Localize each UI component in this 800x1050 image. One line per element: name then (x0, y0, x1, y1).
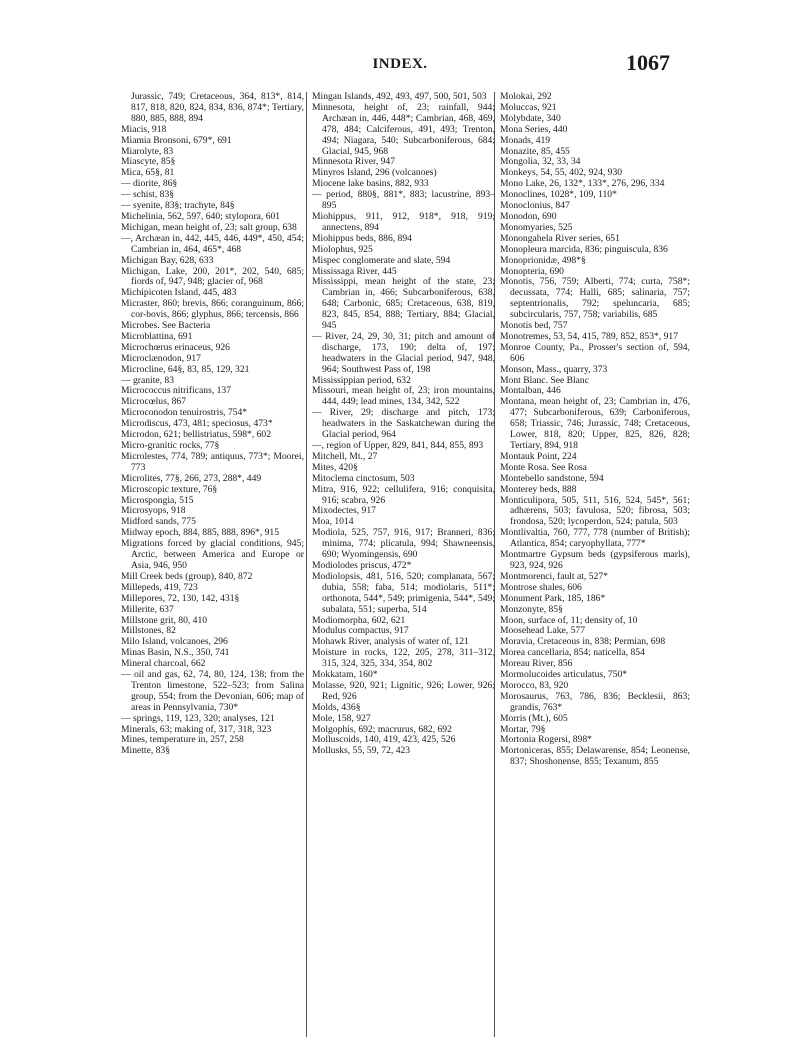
index-entry: Minas Basin, N.S., 350, 741 (121, 647, 230, 659)
index-entry: Microdiscus, 473, 481; speciosus, 473* (121, 418, 273, 430)
index-entry: Montalban, 446 (500, 385, 561, 397)
index-entry: —, Archæan in, 442, 445, 446, 449*, 450, 454; Cambrian in, 464, 465*, 468 (121, 232, 304, 255)
index-entry: Mokkatam, 160* (312, 669, 378, 681)
index-entry: Monticulipora, 505, 511, 516, 524, 545*, 561; adhærens, 503; favulosa, 520; fibrosa, 503; frondosa, 520; lycoperdon, 524; patula, 503 (500, 494, 690, 528)
index-entry: Microbes. See Bacteria (121, 320, 211, 332)
index-entry: Millepores, 72, 130, 142, 431§ (121, 592, 240, 604)
index-entry: Missouri, mean height of, 23; iron mountains, 444, 449; lead mines, 134, 342, 522 (312, 385, 495, 408)
index-entry: Microlestes, 774, 789; antiquus, 773*; Moorei, 773 (121, 450, 304, 473)
index-entry: Millstones, 82 (121, 625, 176, 637)
index-entry: Mississippi, mean height of the state, 23; Cambrian in, 466; Subcarboniferous, 638, 648; Carbonic, 685; Cretaceous, 638, 819, 823, 845, 854, 888; Tertiary, 884; Glacial, 945 (312, 276, 495, 332)
index-entry: Monongahela River series, 651 (500, 232, 620, 244)
index-entry: Microlites, 77§, 266, 273, 288*, 449 (121, 472, 262, 484)
index-entry: Micraster, 860; brevis, 866; coranguinum, 866; cor-bovis, 866; glyphus, 866; tercensis, 866 (121, 298, 304, 321)
index-entry: Microcœlus, 867 (121, 396, 187, 408)
index-entry: Minyros Island, 296 (volcanoes) (312, 167, 437, 179)
index-entry: Morris (Mt.), 605 (500, 712, 568, 724)
index-entry: Mongolia, 32, 33, 34 (500, 156, 581, 168)
index-entry: — oil and gas, 62, 74, 80, 124, 138; from the Trenton limestone, 522–523; from Salina group, 554; from the Devonian, 606; map of areas in Pennsylvania, 730* (121, 669, 304, 713)
index-entry: Monoprionidæ, 498*§ (500, 254, 586, 266)
index-entry: — syenite, 83§; trachyte, 84§ (121, 200, 235, 212)
index-entry: Millepeds, 419, 723 (121, 581, 198, 593)
index-entry: Montlivaltia, 760, 777, 778 (number of British); Atlantica, 854; caryophyllata, 777* (500, 527, 690, 550)
index-column-1 (121, 92, 304, 1037)
index-entry: Midford sands, 775 (121, 516, 196, 528)
index-entry: Microcline, 64§, 83, 85, 129, 321 (121, 363, 250, 375)
index-entry: Modiola, 525, 757, 916, 917; Branneri, 836; minima, 774; plicatula, 994; Shawneensis, 690; Wyomingensis, 690 (312, 527, 495, 561)
index-entry: Mica, 65§, 81 (121, 167, 175, 179)
index-entry: Modulus compactus, 917 (312, 625, 409, 637)
index-entry: Mortoniceras, 855; Delawarense, 854; Leonense, 837; Shoshonense, 855; Texanum, 855 (500, 745, 690, 768)
index-entry: Mortar, 79§ (500, 723, 546, 735)
index-entry: Montebello sandstone, 594 (500, 472, 604, 484)
index-entry: — granite, 83 (121, 374, 175, 386)
index-entry: Mollusks, 55, 59, 72, 423 (312, 745, 411, 757)
index-entry: Monoclonius, 847 (500, 200, 570, 212)
index-entry: Mormolucoides articulatus, 750* (500, 669, 628, 681)
index-entry: Mines, temperature in, 257, 258 (121, 734, 244, 746)
index-entry: Michigan, mean height of, 23; salt group, 638 (121, 221, 297, 233)
index-entry: Millstone grit, 80, 410 (121, 614, 208, 626)
index-entry: — period, 880§, 881*, 883; lacustrine, 893–895 (312, 189, 495, 212)
index-entry: Monopleura marcida, 836; pinguiscula, 836 (500, 243, 668, 255)
index-entry: Milo Island, volcanoes, 296 (121, 636, 228, 648)
index-entry: Mitra, 916, 922; cellulifera, 916; conquisita, 916; scabra, 926 (312, 483, 495, 506)
index-entry: Micrococcus nitrificans, 137 (121, 385, 232, 397)
index-entry: Mole, 158, 927 (312, 712, 371, 724)
index-entry: Microdon, 621; bellistriatus, 598*, 602 (121, 429, 272, 441)
index-entry: Michigan Bay, 628, 633 (121, 254, 214, 266)
index-entry: Modiolodes priscus, 472* (312, 559, 412, 571)
index-entry: Modiolopsis, 481, 516, 520; complanata, 567; dubia, 558; faba, 514; modiolaris, 511*; orthonota, 544*, 549; primigenia, 544*, 549; subalata, 551; superba, 514 (312, 570, 495, 615)
index-entry: — diorite, 86§ (121, 178, 178, 190)
index-entry: Monzonyte, 85§ (500, 603, 563, 615)
index-entry: Microsyops, 918 (121, 505, 186, 517)
index-entry: Microscopic texture, 76§ (121, 483, 218, 495)
index-entry: — River, 29; discharge and pitch, 173; headwaters in the Saskatchewan during the Glacial period, 964 (312, 407, 495, 441)
index-entry: Mites, 420§ (312, 461, 358, 473)
index-entry: Molasse, 920, 921; Lignitic, 926; Lower, 926; Red, 926 (312, 679, 495, 702)
index-entry: Molluscoids, 140, 419, 423, 425, 526 (312, 734, 456, 746)
index-entry: Microspongia, 515 (121, 494, 194, 506)
index-entry: Miascyte, 85§ (121, 156, 176, 168)
index-entry: Mortonia Rogersi, 898* (500, 734, 592, 746)
index-entry: Moon, surface of, 11; density of, 10 (500, 614, 638, 626)
index-entry: Morocco, 83, 920 (500, 679, 569, 691)
index-entry: Mont Blanc. See Blanc (500, 374, 589, 386)
index-entry: Moluccas, 921 (500, 101, 557, 113)
index-entry: — springs, 119, 123, 320; analyses, 121 (121, 712, 275, 724)
index-entry: Montmartre Gypsum beds (gypsiferous marls), 923, 924, 926 (500, 549, 690, 571)
index-entry: Montmorenci, fault at, 527* (500, 570, 608, 582)
index-entry: Montauk Point, 224 (500, 450, 577, 462)
index-entry: Moravia, Cretaceous in, 838; Permian, 698 (500, 636, 666, 648)
index-entry: Monoclines, 1028*, 109, 110* (500, 189, 617, 201)
index-entry: Monte Rosa. See Rosa (500, 461, 587, 473)
index-entry: Mineral charcoal, 662 (121, 658, 206, 670)
index-entry: Montrose shales, 606 (500, 581, 582, 593)
index-entry: Monotis bed, 757 (500, 320, 568, 332)
page-title: INDEX. (372, 56, 428, 72)
index-entry: Montana, mean height of, 23; Cambrian in, 476, 477; Subcarboniferous, 639; Carboniferous, 658; Triassic, 746; Jurassic, 748; Cretaceous, Lower, 818, 820; Upper, 825, 826, 828; Tertiary, 894, 918 (500, 396, 690, 451)
index-entry: Miocene lake basins, 882, 933 (312, 178, 429, 190)
index-entry: Monotis, 756, 759; Alberti, 774; curta, 758*; decussata, 774; Halli, 685; salinaria, 757; septentrionalis, 792; speluncaria, 685; subcircularis, 757, 758; variabilis, 685 (500, 276, 690, 321)
index-entry: Monomyaries, 525 (500, 221, 573, 233)
index-entry: Mitoclema cinctosum, 503 (312, 472, 415, 484)
index-entry: Mohawk River, analysis of water of, 121 (312, 636, 469, 648)
index-entry: Monterey beds, 888 (500, 483, 577, 495)
index-entry: Millerite, 637 (121, 603, 174, 615)
index-entry: Minerals, 63; making of, 317, 318, 323 (121, 723, 272, 735)
index-entry: Morosaurus, 763, 786, 836; Becklesii, 863; grandis, 763* (500, 690, 690, 713)
index-entry: Morea cancellaria, 854; naticella, 854 (500, 647, 645, 659)
index-entry: Miacis, 918 (121, 123, 167, 135)
index-entry: Miohippus beds, 886, 894 (312, 232, 412, 244)
index-entry: Michipicoten Island, 445, 483 (121, 287, 237, 299)
index-entry: Microconodon tenuirostris, 754* (121, 407, 248, 419)
index-entry: Miolophus, 925 (312, 243, 373, 255)
index-entry: Mississippian period, 632 (312, 374, 411, 386)
index-entry: — River, 24, 29, 30, 31; pitch and amount of discharge, 173, 190; delta of, 197; headwaters in the Glacial period, 947, 948, 964; Southwest Pass of, 198 (312, 330, 495, 375)
index-entry: Microclænodon, 917 (121, 352, 201, 364)
index-entry: —, region of Upper, 829, 841, 844, 855, 893 (312, 440, 484, 451)
index-column-3 (500, 92, 690, 1037)
index-entry: Monroe County, Pa., Prosser's section of, 594, 606 (500, 341, 690, 364)
page-header (0, 50, 800, 84)
index-entry: Microchœrus erinaceus, 926 (121, 341, 230, 353)
index-entry: Mingan Islands, 492, 493, 497, 500, 501, 503 (312, 92, 487, 102)
index-entry: Miamia Bronsoni, 679*, 691 (121, 134, 232, 146)
index-entry: Monument Park, 185, 186* (500, 592, 606, 604)
index-entry: Mitchell, Mt., 27 (312, 450, 378, 462)
index-entry: Monopteria, 690 (500, 265, 564, 277)
index-entry: Molgophis, 692; macrurus, 682, 692 (312, 723, 452, 735)
index-entry: Moosehead Lake, 577 (500, 625, 585, 637)
index-entry: Monazite, 85, 455 (500, 145, 570, 157)
index-entry: Minnesota River, 947 (312, 156, 396, 168)
index-entry: Mono Lake, 26, 132*, 133*, 276, 296, 334 (500, 178, 665, 190)
index-entry: Mixodectes, 917 (312, 505, 376, 517)
index-entry: Moa, 1014 (312, 516, 354, 528)
index-entry: Moreau River, 856 (500, 658, 573, 670)
index-entry: Minnesota, height of, 23; rainfall, 944; Archæan in, 446, 448*; Cambrian, 468, 469, 478, 484; Calciferous, 491, 493; Trenton, 494; Niagara, 540; Subcarboniferous, 684; Glacial, 945, 968 (312, 101, 495, 157)
index-entry: Mill Creek beds (group), 840, 872 (121, 570, 253, 582)
index-entry: Jurassic, 749; Cretaceous, 364, 813*, 814, 817, 818, 820, 824, 834, 836, 874*; Tertiary, 880, 885, 888, 894 (131, 92, 304, 124)
index-entry: Midway epoch, 884, 885, 888, 896*, 915 (121, 527, 280, 539)
index-entry: Monson, Mass., quarry, 373 (500, 363, 608, 375)
index-entry: Mississaga River, 445 (312, 265, 397, 277)
page-number: 1067 (626, 50, 670, 75)
index-entry: Micro-granitic rocks, 77§ (121, 440, 220, 451)
index-entry: Microblattina, 691 (121, 330, 193, 342)
index-entry: Migrations forced by glacial conditions, 945; Arctic, between America and Europe or Asia, 946, 950 (121, 538, 304, 571)
index-entry: Michigan, Lake, 200, 201*, 202, 540, 685; fiords of, 947, 948; glacier of, 968 (121, 265, 304, 288)
index-entry: Monotremes, 53, 54, 415, 789, 852, 853*, 917 (500, 330, 679, 342)
index-entry: Miohippus, 911, 912, 918*, 918, 919; annectens, 894 (312, 210, 495, 233)
index-entry: Modiomorpha, 602, 621 (312, 614, 406, 626)
index-entry: Mispec conglomerate and slate, 594 (312, 254, 451, 266)
index-entry: Molybdate, 340 (500, 112, 561, 124)
index-entry: Molds, 436§ (312, 701, 361, 713)
index-entry: Minette, 83§ (121, 745, 171, 757)
index-entry: Miarolyte, 83 (121, 145, 174, 157)
index-entry: Monads, 419 (500, 134, 551, 146)
index-column-2 (312, 92, 495, 1037)
index-entry: Mona Series, 440 (500, 123, 568, 135)
index-entry: Michelinia, 562, 597, 640; stylopora, 601 (121, 210, 281, 222)
index-columns (0, 92, 800, 1037)
index-entry: Monodon, 690 (500, 210, 557, 222)
index-entry: Molokai, 292 (500, 92, 552, 102)
index-entry: Moisture in rocks, 122, 205, 278, 311–312, 315, 324, 325, 334, 354, 802 (312, 647, 495, 670)
index-entry: — schist, 83§ (121, 189, 175, 201)
index-entry: Monkeys, 54, 55, 402, 924, 930 (500, 167, 623, 179)
